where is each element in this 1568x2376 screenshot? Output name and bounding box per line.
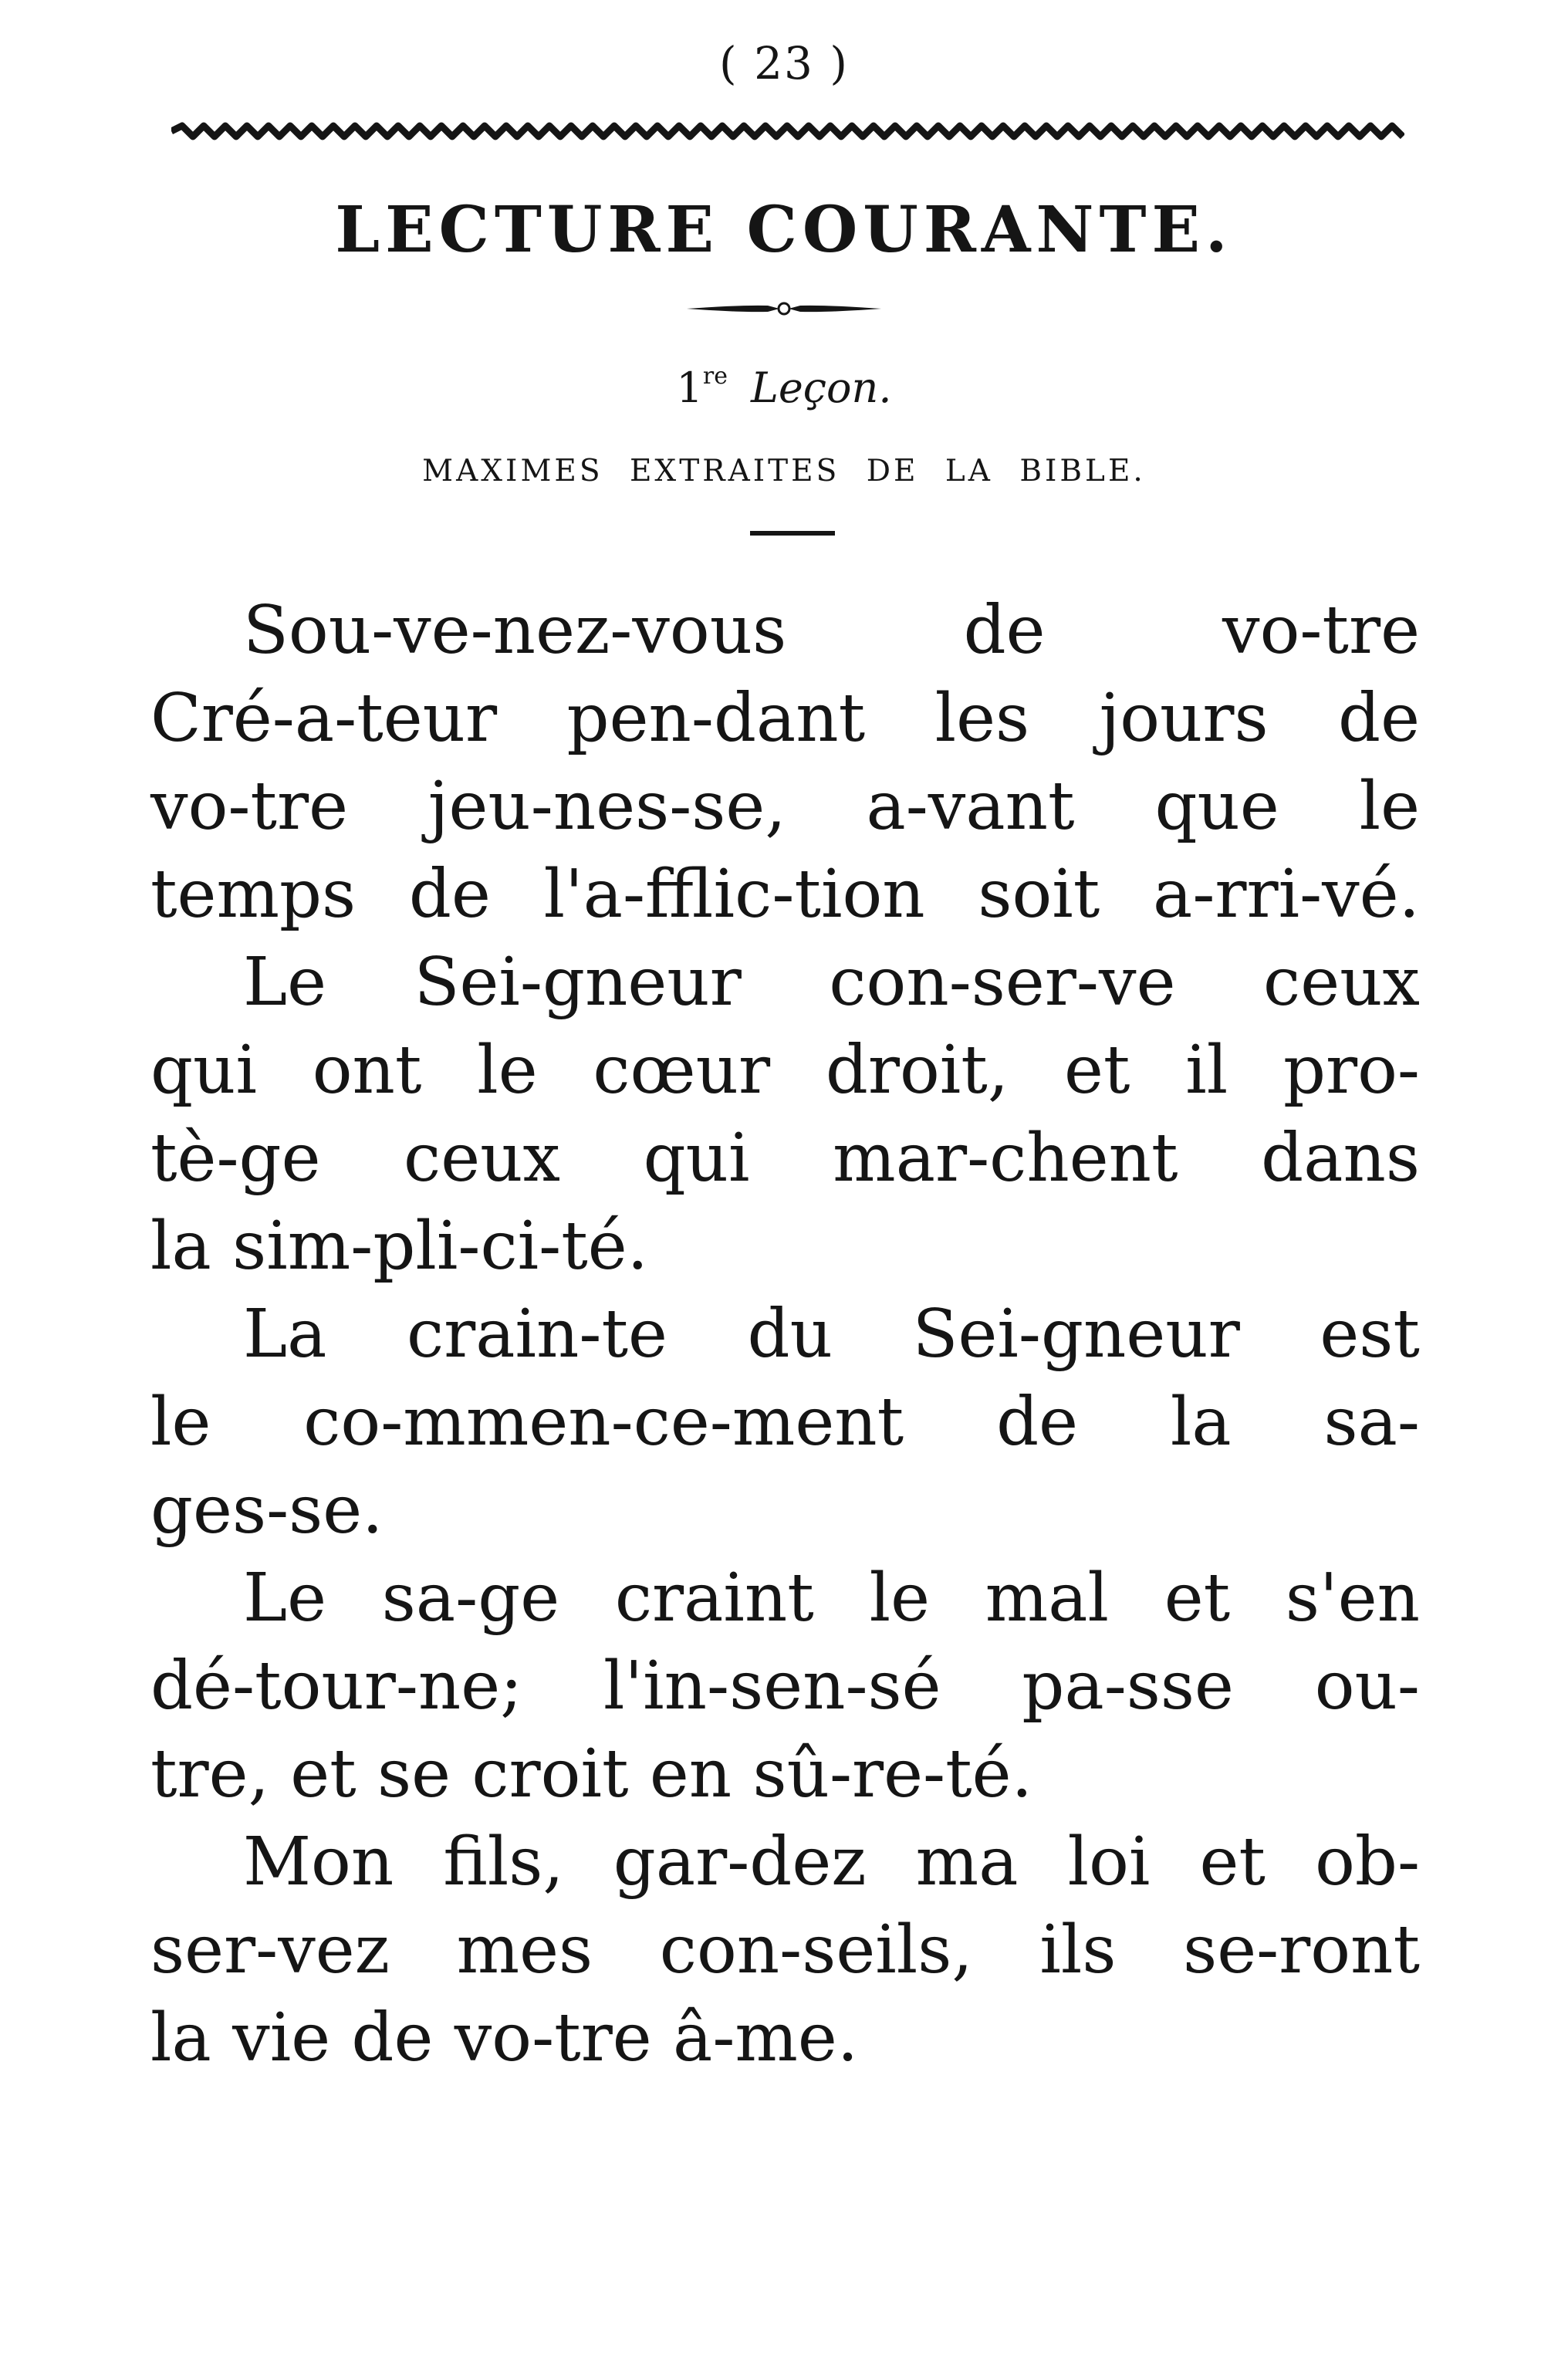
page-number: ( 23 ) bbox=[719, 37, 849, 90]
text-line: vo-tre jeu-nes-se, a-vant que le bbox=[150, 768, 1420, 845]
text-line: La crain-te du Sei-gneur est bbox=[243, 1296, 1420, 1373]
text-line: ges-se. bbox=[150, 1472, 384, 1549]
text-line: dé-tour-ne; l'in-sen-sé pa-sse ou- bbox=[150, 1648, 1420, 1725]
title-ornament bbox=[687, 299, 881, 318]
text-line: la sim-pli-ci-té. bbox=[150, 1208, 648, 1285]
text-line: Sou-ve-nez-vous de vo-tre bbox=[243, 592, 1420, 669]
lesson-heading bbox=[0, 363, 1568, 412]
page-title: LECTURE COURANTE. bbox=[335, 193, 1233, 267]
text-line: Le sa-ge craint le mal et s'en bbox=[243, 1560, 1420, 1637]
lesson-number: 1 bbox=[676, 363, 703, 412]
lesson-word: Leçon. bbox=[750, 363, 892, 412]
text-line: ser-vez mes con-seils, ils se-ront bbox=[150, 1911, 1420, 1989]
text-line: le co-mmen-ce-ment de la sa- bbox=[150, 1384, 1420, 1461]
text-line: Mon fils, gar-dez ma loi et ob- bbox=[243, 1823, 1420, 1901]
text-line: tè-ge ceux qui mar-chent dans bbox=[150, 1120, 1420, 1197]
text-line: Cré-a-teur pen-dant les jours de bbox=[150, 680, 1420, 757]
reading-text bbox=[150, 586, 1420, 2082]
lesson-subtitle: MAXIMES EXTRAITES DE LA BIBLE. bbox=[422, 454, 1146, 488]
text-line: la vie de vo-tre â-me. bbox=[150, 1999, 859, 2077]
text-line: tre, et se croit en sû-re-té. bbox=[150, 1736, 1032, 1813]
text-line: qui ont le cœur droit, et il pro- bbox=[150, 1032, 1420, 1109]
text-line: Le Sei-gneur con-ser-ve ceux bbox=[243, 944, 1420, 1021]
lesson-number-suffix: re bbox=[702, 363, 728, 390]
wavy-rule-ornament bbox=[171, 116, 1404, 147]
text-line: temps de l'a-fflic-tion soit a-rri-vé. bbox=[150, 856, 1420, 933]
section-divider bbox=[750, 531, 835, 536]
